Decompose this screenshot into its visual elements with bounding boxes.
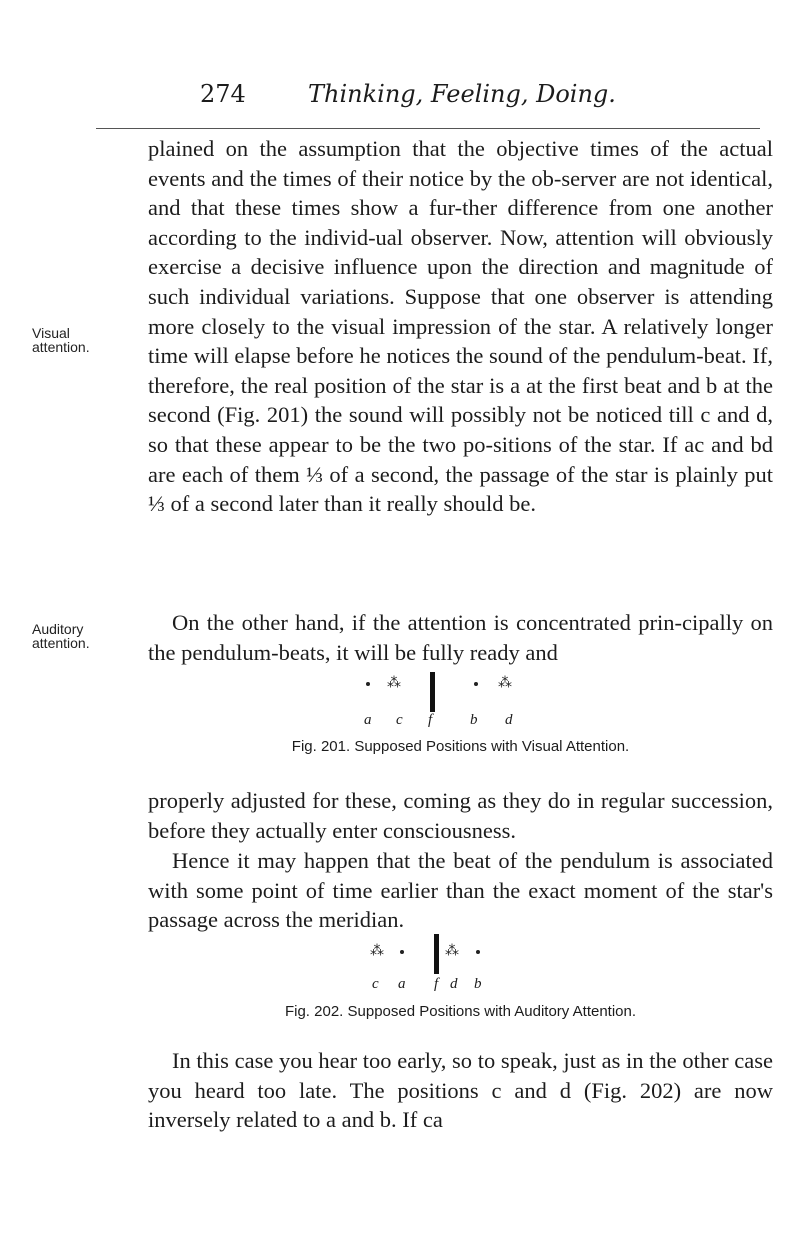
paragraph-5: In this case you hear too early, so to speak, just as in the other case you heard too late. The positions c and d (Fig. 202) are now inversely related to a and b. If ca — [148, 1048, 773, 1133]
running-header — [200, 80, 760, 120]
figure-label: a — [364, 712, 372, 728]
margin-note-auditory — [32, 622, 142, 650]
paragraph-2: On the other hand, if the attention is concentrated prin-cipally on the pendulum-beats, it will be fully ready and — [148, 610, 773, 665]
figure-label: b — [474, 976, 482, 992]
running-title: Thinking, Feeling, Doing. — [308, 80, 616, 108]
star-mark-c: ⁂ — [387, 675, 401, 691]
figure-label: c — [396, 712, 403, 728]
paragraph-3: properly adjusted for these, coming as they do in regular succession, before they actually enter consciousness. — [148, 788, 773, 843]
figure-caption: Fig. 202. Supposed Positions with Auditory Attention. — [284, 1003, 637, 1020]
meridian-line — [430, 672, 435, 712]
figure-label: f — [428, 712, 433, 728]
star-dot-a — [366, 682, 370, 686]
margin-note-line: attention. — [32, 339, 90, 355]
figure-label: a — [398, 976, 406, 992]
paragraph-1: plained on the assumption that the objective times of the actual events and the times of their notice by the ob-server are not identical, and that these times show a fur-ther difference from one another according to the individ-ual observer. Now, attention will obviously exercise a decisive influence upon the direction and magnitude of such individual variations. Suppose that one observer is attending more closely to the visual impression of the star. A relatively longer time will elapse before he notices the sound of the pendulum-beat. If, therefore, the real position of the star is a at the first beat and b at the second (Fig. 201) the sound will possibly not be noticed till c and d, so that these appear to be the two po-sitions of the star. If ac and bd are each of them ⅓ of a second, the passage of the star is plainly put ⅓ of a second later than it really should be. — [148, 136, 773, 517]
figure-label: f — [434, 976, 439, 992]
star-mark-c: ⁂ — [370, 943, 384, 959]
margin-note-visual — [32, 326, 142, 354]
star-mark-d: ⁂ — [445, 943, 459, 959]
figure-caption: Fig. 201. Supposed Positions with Visual Attention. — [291, 738, 630, 755]
margin-note-line: Auditory — [32, 621, 84, 637]
star-dot-b — [474, 682, 478, 686]
page-number: 274 — [200, 80, 246, 108]
header-rule — [96, 128, 760, 129]
margin-note-line: attention. — [32, 635, 90, 651]
paragraph-4: Hence it may happen that the beat of the pendulum is associated with some point of time earlier than the exact moment of the star's passage across the meridian. — [148, 848, 773, 933]
figure-201 — [0, 672, 800, 732]
figure-label: d — [505, 712, 513, 728]
figure-label: b — [470, 712, 478, 728]
figure-label: c — [372, 976, 379, 992]
star-mark-d: ⁂ — [498, 675, 512, 691]
meridian-line — [434, 934, 439, 974]
figure-label: d — [450, 976, 458, 992]
figure-202 — [0, 934, 800, 994]
star-dot-b — [476, 950, 480, 954]
star-dot-a — [400, 950, 404, 954]
margin-note-line: Visual — [32, 325, 70, 341]
